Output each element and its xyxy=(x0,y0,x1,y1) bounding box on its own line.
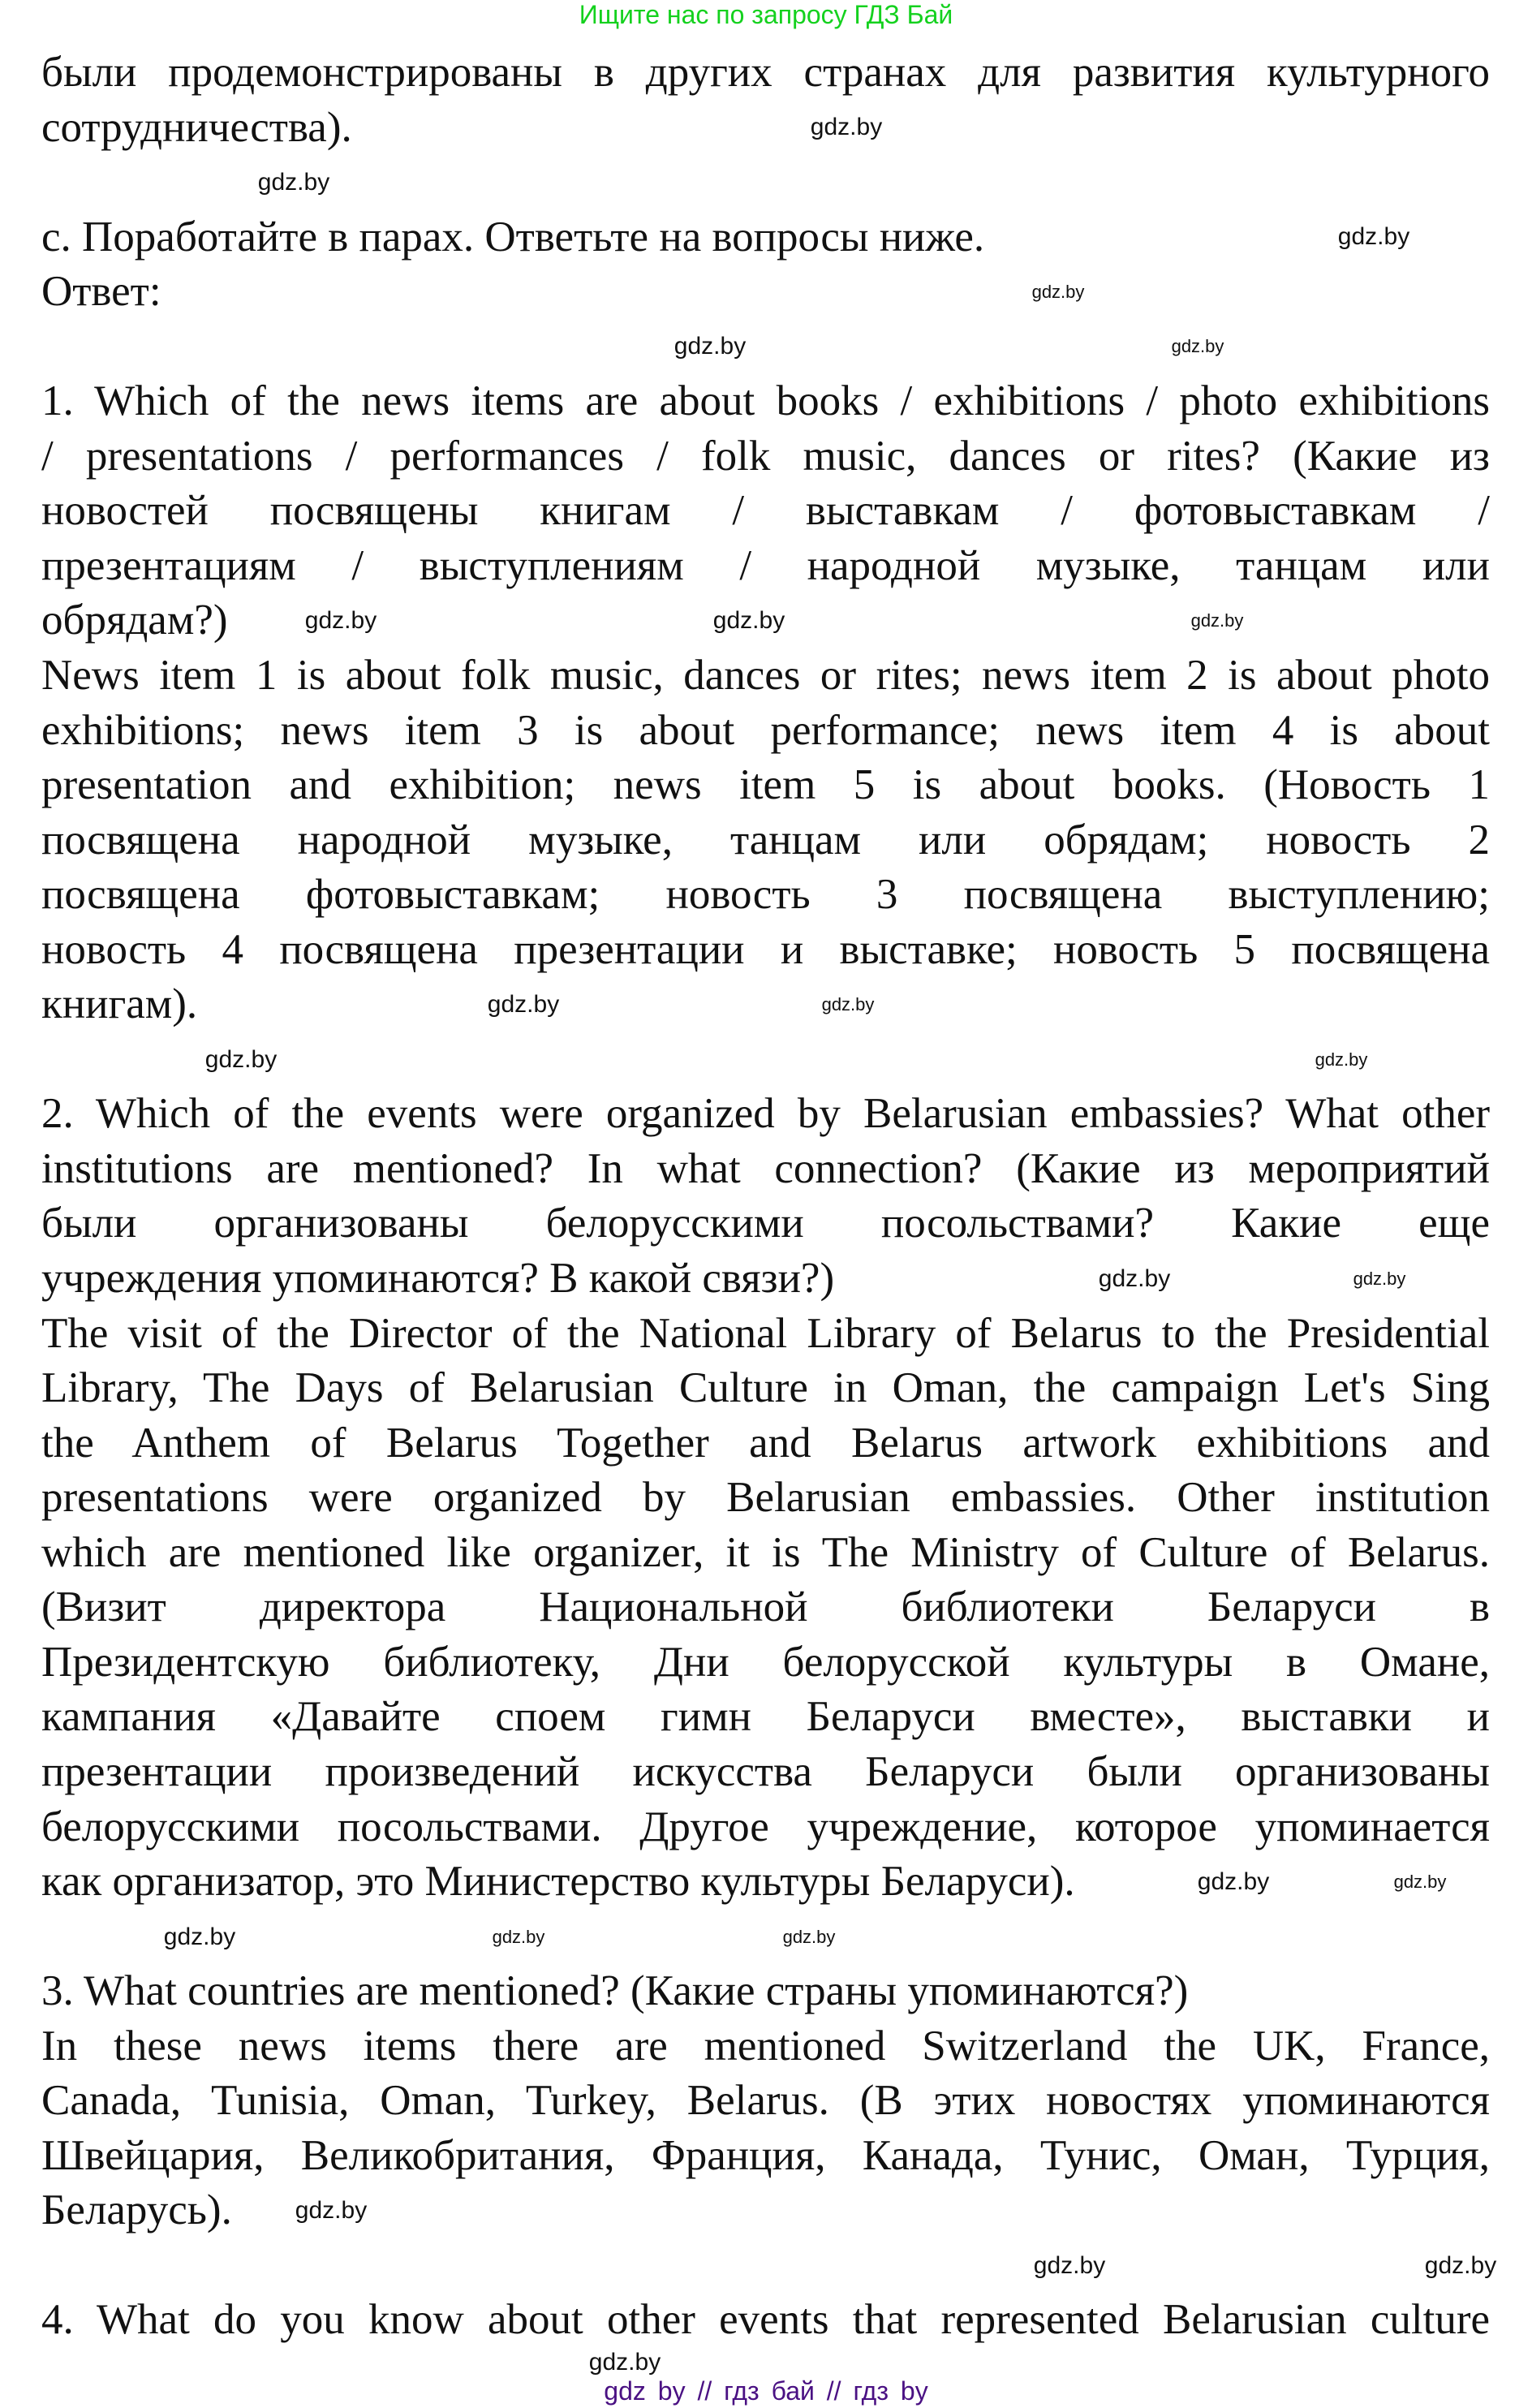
watermark: gdz.by xyxy=(492,1927,545,1947)
watermark: gdz.by xyxy=(163,1923,236,1950)
document-body xyxy=(41,45,1490,2348)
question-1: обрядам?) xyxy=(41,597,228,644)
question-2: institutions are mentioned? In what connection? (Какие из мероприятий xyxy=(41,1144,1490,1192)
watermark: gdz.by xyxy=(1353,1269,1406,1289)
footer-links[interactable]: gdz by // гдз бай // гдз by xyxy=(604,2376,928,2406)
watermark: gdz.by xyxy=(204,1046,278,1073)
watermark: gdz.by xyxy=(1031,282,1085,302)
answer-2: The visit of the Director of the National Library of Belarus to the Presidential xyxy=(41,1309,1490,1357)
watermark: gdz.by xyxy=(487,991,560,1018)
watermark: gdz.by xyxy=(304,607,377,634)
blank-line xyxy=(41,1910,1490,1965)
answer-3: Беларусь). xyxy=(41,2186,232,2234)
answer-1: exhibitions; news item 3 is about performance; news item 4 is about xyxy=(41,706,1490,754)
question-2: были организованы белорусскими посольствами? Какие еще xyxy=(41,1200,1490,1247)
answer-2: (Визит директора Национальной библиотеки Беларуси в xyxy=(41,1583,1490,1631)
blank-line xyxy=(41,2238,1490,2294)
answer-3: In these news items there are mentioned Switzerland the UK, France, xyxy=(41,2022,1490,2070)
watermark: gdz.by xyxy=(782,1927,836,1947)
question-3: 3. What countries are mentioned? (Какие страны упоминаются?) xyxy=(41,1967,1189,2015)
watermark: gdz.by xyxy=(1033,2252,1106,2279)
answer-1: посвящена народной музыке, танцам или обрядам; новость 2 xyxy=(41,816,1490,864)
answer-2: presentations were organized by Belarusian embassies. Other institution xyxy=(41,1474,1490,1522)
answer-2: белорусскими посольствами. Другое учреждение, которое упоминается xyxy=(41,1803,1490,1850)
answer-1: книгам). xyxy=(41,980,198,1028)
text-line: сотрудничества). xyxy=(41,103,352,151)
watermark: gdz.by xyxy=(295,2197,368,2224)
question-1: 1. Which of the news items are about books / exhibitions / photo exhibitions xyxy=(41,377,1490,425)
answer-2: Library, The Days of Belarusian Culture in Oman, the campaign Let's Sing xyxy=(41,1364,1490,1412)
watermark: gdz.by xyxy=(810,114,883,140)
watermark: gdz.by xyxy=(821,994,875,1014)
question-2: учреждения упоминаются? В какой связи?) xyxy=(41,1255,835,1303)
answer-2: which are mentioned like organizer, it is The Ministry of Culture of Belarus. xyxy=(41,1528,1490,1576)
answer-2: как организатор, это Министерство культуры Беларуси). xyxy=(41,1858,1075,1906)
question-1: / presentations / performances / folk music, dances or rites? (Какие из xyxy=(41,432,1490,480)
blank-line xyxy=(41,320,1490,375)
watermark: gdz.by xyxy=(1098,1265,1171,1292)
answer-3: Швейцария, Великобритания, Франция, Канада, Тунис, Оман, Турция, xyxy=(41,2131,1490,2179)
watermark: gdz.by xyxy=(712,607,785,634)
answer-1: посвящена фотовыставкам; новость 3 посвящена выступлению; xyxy=(41,871,1490,919)
watermark: gdz.by xyxy=(1315,1049,1368,1070)
answer-2: кампания «Давайте споем гимн Беларуси вместе», выставки и xyxy=(41,1693,1490,1741)
watermark: gdz.by xyxy=(1424,2252,1497,2279)
answer-2: the Anthem of Belarus Together and Belarus artwork exhibitions and xyxy=(41,1419,1490,1467)
watermark: gdz.by xyxy=(1190,610,1244,631)
watermark: gdz.by xyxy=(1393,1872,1447,1892)
answer-label: Ответ: xyxy=(41,268,161,316)
answer-3: Canada, Tunisia, Oman, Turkey, Belarus. (В этих новостях упоминаются xyxy=(41,2077,1490,2125)
watermark: gdz.by xyxy=(1197,1868,1270,1895)
answer-2: презентации произведений искусства Беларуси были организованы xyxy=(41,1747,1490,1795)
search-banner[interactable]: Ищите нас по запросу ГДЗ Бай xyxy=(579,0,953,29)
question-2: 2. Which of the events were organized by Belarusian embassies? What other xyxy=(41,1090,1490,1138)
watermark: gdz.by xyxy=(1337,223,1410,250)
answer-1: presentation and exhibition; news item 5 is about books. (Новость 1 xyxy=(41,761,1490,809)
answer-1: новость 4 посвящена презентации и выставке; новость 5 посвящена xyxy=(41,925,1490,973)
task-heading: с. Поработайте в парах. Ответьте на вопросы ниже. xyxy=(41,213,985,261)
question-1: презентациям / выступлениям / народной музыке, танцам или xyxy=(41,541,1490,589)
watermark: gdz.by xyxy=(588,2349,661,2376)
answer-1: News item 1 is about folk music, dances or rites; news item 2 is about photo xyxy=(41,652,1490,700)
watermark: gdz.by xyxy=(257,169,330,196)
question-4: 4. What do you know about other events that represented Belarusian culture xyxy=(41,2296,1490,2344)
answer-2: Президентскую библиотеку, Дни белорусской культуры в Омане, xyxy=(41,1638,1490,1686)
watermark: gdz.by xyxy=(1171,336,1224,356)
text-line: были продемонстрированы в других странах для развития культурного xyxy=(41,49,1490,96)
question-1: новостей посвящены книгам / выставкам / фотовыставкам / xyxy=(41,487,1490,535)
watermark: gdz.by xyxy=(673,333,747,360)
